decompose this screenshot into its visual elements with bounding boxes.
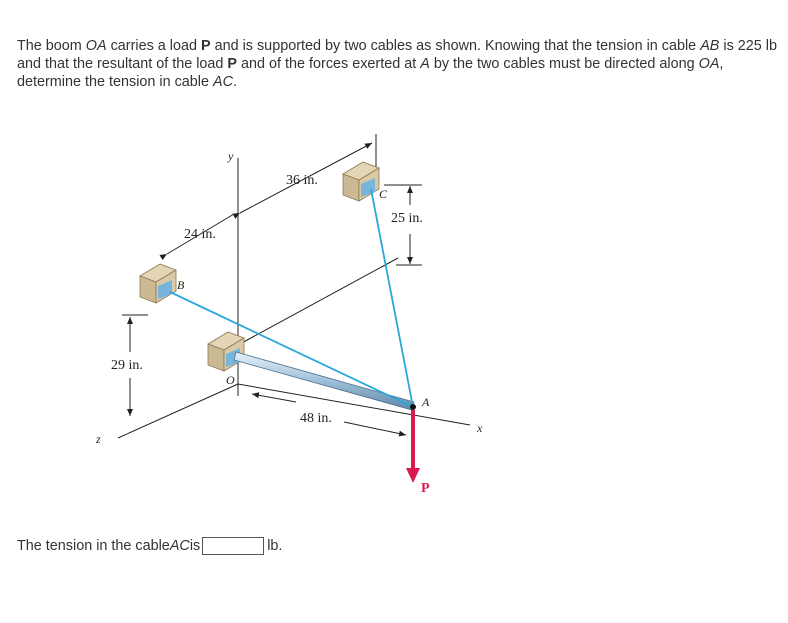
text-seg: . [233, 74, 237, 90]
cable-ab [170, 292, 413, 407]
answer-row [17, 537, 282, 555]
label-a: A [422, 395, 430, 409]
label-p: P [421, 481, 430, 496]
y-axis-label: y [228, 149, 234, 163]
answer-prefix: The tension in the cable [17, 538, 170, 554]
text-seg: by the two cables must be directed along [429, 56, 699, 72]
text-oa: OA [698, 56, 720, 72]
text-seg: is 225 lb and that the resultant of the load [17, 38, 777, 72]
text-seg: and of the forces exerted at [237, 56, 421, 72]
bracket-c [343, 162, 379, 201]
dim-36-label: 36 in. [286, 173, 318, 188]
dim-48-label: 48 in. [300, 411, 332, 426]
text-seg: , determine the tension in cable [17, 56, 724, 90]
tension-ac-input[interactable] [202, 537, 264, 555]
bracket-o [208, 332, 244, 371]
text-a: A [420, 56, 430, 72]
bracket-b [140, 264, 176, 303]
wall-floor-line [238, 258, 398, 345]
answer-ac: AC [169, 538, 190, 554]
text-p: P [200, 38, 211, 54]
text-seg: The boom [17, 38, 86, 54]
point-a [410, 404, 416, 410]
z-axis-label: z [96, 432, 101, 446]
answer-mid: is [189, 538, 201, 554]
dim-48-right [344, 422, 406, 435]
load-p-arrowhead [406, 468, 420, 483]
dim-48-left [252, 394, 296, 402]
text-ac: AC [213, 74, 233, 90]
label-b: B [177, 278, 185, 292]
dim-24-label: 24 in. [184, 227, 216, 242]
label-c: C [379, 187, 388, 201]
answer-unit: lb. [267, 538, 283, 554]
boom-oa [234, 352, 414, 410]
dim-25-label: 25 in. [391, 211, 423, 226]
text-p: P [227, 56, 238, 72]
text-ab: AB [700, 38, 720, 54]
dim-29-label: 29 in. [111, 358, 143, 373]
text-seg: carries a load [106, 38, 201, 54]
z-axis [118, 384, 238, 438]
label-o: O [226, 373, 235, 387]
text-seg: and is supported by two cables as shown. Knowing that the tension in cable [210, 38, 701, 54]
text-oa: OA [85, 38, 107, 54]
x-axis-label: x [477, 421, 483, 435]
